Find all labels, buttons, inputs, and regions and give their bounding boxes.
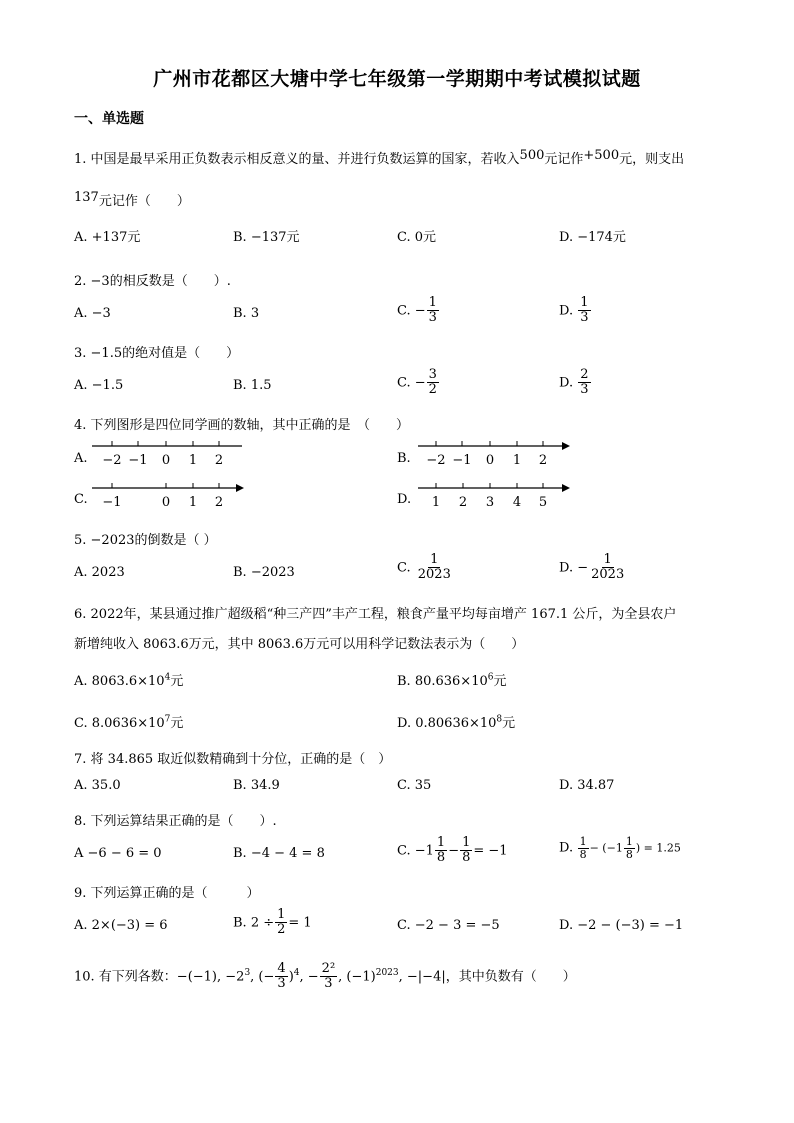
q8-c-frac1 xyxy=(435,836,447,866)
q1-option-a[interactable]: A. +137元 xyxy=(74,230,141,245)
q8-c-n2: 1 xyxy=(462,835,471,850)
q8-option-a[interactable]: A −6 − 6 = 0 xyxy=(74,846,162,861)
arrow-head-icon xyxy=(562,484,570,492)
q6-d-base: D. 0.80636×10 xyxy=(397,716,497,731)
q1-option-b[interactable]: B. −137元 xyxy=(233,230,300,245)
question-6-stem-line1: 6. 2022年，某县通过推广超级稻“种三产四”丰产工程，粮食产量平均每亩增产 167.1 公斤，为全县农户 xyxy=(74,607,677,622)
q10-d2: 3 xyxy=(324,976,333,992)
q5-c-den: 2023 xyxy=(417,567,451,583)
q5-d-den: 2023 xyxy=(591,567,625,583)
q8-d-n2: 1 xyxy=(625,835,633,848)
q8-c-d2: 8 xyxy=(462,850,471,866)
q6-c-base: C. 8.0636×10 xyxy=(74,716,165,731)
axis-tick-label: −2 xyxy=(102,453,122,468)
q10-mid4: , (−1) xyxy=(338,969,376,985)
axis-tick-label: 2 xyxy=(214,453,224,468)
q6-b-unit: 元 xyxy=(493,674,507,689)
q9-b-pre: B. 2 ÷ xyxy=(233,915,275,931)
q6-option-c[interactable] xyxy=(74,712,183,731)
q6-a-exp: 4 xyxy=(164,672,171,683)
q10-mid1: , (− xyxy=(250,969,275,985)
q10-frac2 xyxy=(320,962,337,992)
q1-text-a: 1. 中国是最早采用正负数表示相反意义的量、并进行负数运算的国家，若收入 xyxy=(74,152,520,167)
q10-n1: 4 xyxy=(277,961,286,976)
q6-a-unit: 元 xyxy=(170,674,184,689)
q8-c-n1: 1 xyxy=(436,835,446,850)
q9-b-fraction xyxy=(275,908,287,938)
q9-b-num: 1 xyxy=(277,907,286,922)
q8-d-n1: 1 xyxy=(579,835,587,848)
q3-c-fraction xyxy=(427,368,439,398)
q2-option-c[interactable] xyxy=(397,296,440,326)
q4-a-ticks xyxy=(102,441,223,468)
q1-text-b: 元记作 xyxy=(544,152,584,167)
q9-b-den: 2 xyxy=(277,922,286,938)
q8-d-mid: − (−1 xyxy=(589,841,623,855)
axis-tick-label: 1 xyxy=(431,495,441,510)
q3-option-d[interactable] xyxy=(559,368,592,398)
q7-option-a[interactable]: A. 35.0 xyxy=(74,778,121,793)
q2-c-num: 1 xyxy=(428,295,437,310)
question-3-stem: 3. −1.5的绝对值是（ ） xyxy=(74,346,240,361)
q6-option-d[interactable] xyxy=(397,712,515,731)
q3-d-den: 3 xyxy=(580,382,589,398)
question-7-stem: 7. 将 34.865 取近似数精确到十分位，正确的是（ ） xyxy=(74,752,392,767)
q10-frac1 xyxy=(275,962,287,992)
axis-tick-label: 5 xyxy=(538,495,548,510)
q2-option-d[interactable] xyxy=(559,296,592,326)
q8-d-d1: 8 xyxy=(579,848,587,862)
q8-option-b[interactable]: B. −4 − 4 = 8 xyxy=(233,846,325,861)
q2-c-den: 3 xyxy=(428,310,437,326)
q6-d-exp: 8 xyxy=(496,714,503,725)
q9-option-c[interactable]: C. −2 − 3 = −5 xyxy=(397,918,500,933)
q3-d-label: D. xyxy=(559,375,574,391)
axis-tick-label: −2 xyxy=(426,453,446,468)
q1-option-c[interactable]: C. 0元 xyxy=(397,230,437,245)
q3-d-num: 2 xyxy=(580,367,589,382)
q10-mid3: , − xyxy=(299,969,319,985)
question-2-stem: 2. −3的相反数是（ ）. xyxy=(74,274,231,289)
q8-option-d[interactable] xyxy=(559,836,681,861)
q8-c-pre: C. −1 xyxy=(397,843,434,859)
q8-d-frac2 xyxy=(624,836,635,861)
q7-option-c[interactable]: C. 35 xyxy=(397,778,432,793)
q7-option-d[interactable]: D. 34.87 xyxy=(559,778,615,793)
q6-c-unit: 元 xyxy=(170,716,184,731)
q10-exp1: 3 xyxy=(244,967,251,978)
q10-pre: 10. 有下列各数：−(−1), −2 xyxy=(74,969,245,985)
question-5-stem: 5. −2023的倒数是（ ） xyxy=(74,533,217,548)
q5-d-num: 1 xyxy=(603,552,612,567)
q3-option-c[interactable] xyxy=(397,368,440,398)
q5-c-label: C. xyxy=(397,560,411,576)
q6-c-exp: 7 xyxy=(164,714,171,725)
q10-exp2: 4 xyxy=(293,967,300,978)
q3-option-b[interactable]: B. 1.5 xyxy=(233,378,272,393)
q1-option-d[interactable]: D. −174元 xyxy=(559,230,626,245)
q8-option-c[interactable] xyxy=(397,836,508,866)
axis-tick-label: 2 xyxy=(538,453,548,468)
section-heading: 一、单选题 xyxy=(74,111,144,127)
q2-d-num: 1 xyxy=(580,295,589,310)
axis-tick-label: 0 xyxy=(485,453,495,468)
q6-a-base: A. 8063.6×10 xyxy=(74,674,165,689)
q2-d-den: 3 xyxy=(580,310,589,326)
q4-option-b-label[interactable]: B. xyxy=(397,451,411,466)
q8-c-post: = −1 xyxy=(473,843,508,859)
axis-tick-label: 4 xyxy=(512,495,522,510)
q3-option-a[interactable]: A. −1.5 xyxy=(74,378,124,393)
arrow-head-icon xyxy=(236,484,244,492)
q4-number-line-a xyxy=(90,436,250,472)
q2-d-fraction xyxy=(578,296,590,326)
question-1-stem-line2 xyxy=(74,190,190,209)
exam-title: 广州市花都区大塘中学七年级第一学期期中考试模拟试题 xyxy=(153,68,641,90)
q1-num-plus500: +500 xyxy=(583,148,620,163)
q6-option-b[interactable] xyxy=(397,670,507,689)
question-10-stem xyxy=(74,962,576,992)
q4-option-c-label[interactable]: C. xyxy=(74,492,88,507)
axis-tick-label: 0 xyxy=(161,453,171,468)
q4-option-d-label[interactable]: D. xyxy=(397,492,412,507)
q3-c-num: 3 xyxy=(428,367,437,382)
q5-d-fraction xyxy=(589,553,626,583)
q10-exp3: 2023 xyxy=(375,967,399,978)
q9-option-b[interactable] xyxy=(233,908,312,938)
q3-c-den: 2 xyxy=(428,382,437,398)
axis-tick-label: −1 xyxy=(452,453,472,468)
q9-option-a[interactable]: A. 2×(−3) = 6 xyxy=(74,918,168,933)
q6-option-a[interactable] xyxy=(74,670,183,689)
q8-d-frac1 xyxy=(578,836,589,861)
question-4-stem: 4. 下列图形是四位同学画的数轴，其中正确的是 （ ） xyxy=(74,418,410,433)
q4-number-line-c xyxy=(90,478,250,514)
q3-d-fraction xyxy=(578,368,590,398)
q4-c-ticks xyxy=(102,483,223,510)
q5-c-fraction xyxy=(416,553,453,583)
q1-text-c: 元，则支出 xyxy=(619,152,685,167)
q5-option-a[interactable]: A. 2023 xyxy=(74,565,125,580)
q6-b-exp: 6 xyxy=(487,672,494,683)
q6-b-base: B. 80.636×10 xyxy=(397,674,488,689)
q2-option-b[interactable]: B. 3 xyxy=(233,306,260,321)
q8-d-pre: D. xyxy=(559,840,574,856)
q4-b-ticks xyxy=(426,441,547,468)
q5-option-c[interactable] xyxy=(397,553,454,583)
q5-option-d[interactable] xyxy=(559,553,627,583)
axis-tick-label: 1 xyxy=(512,453,522,468)
q4-d-ticks xyxy=(432,483,547,510)
q10-n2: 2² xyxy=(321,961,336,976)
axis-tick-label: −1 xyxy=(128,453,148,468)
q4-option-a-label[interactable]: A. xyxy=(74,451,88,466)
question-8-stem: 8. 下列运算结果正确的是（ ）. xyxy=(74,814,277,829)
q9-option-d[interactable]: D. −2 − (−3) = −1 xyxy=(559,918,684,933)
axis-tick-label: 1 xyxy=(188,453,198,468)
q2-c-label: C. − xyxy=(397,303,426,319)
axis-tick-label: 2 xyxy=(458,495,468,510)
axis-tick-label: 0 xyxy=(161,495,171,510)
q5-c-num: 1 xyxy=(430,552,439,567)
axis-tick-label: 1 xyxy=(188,495,198,510)
q2-option-a[interactable]: A. −3 xyxy=(74,306,111,321)
q1-text-d: 元记作（ ） xyxy=(98,194,190,209)
q10-mid2: ) xyxy=(288,969,294,985)
q5-option-b[interactable]: B. −2023 xyxy=(233,565,295,580)
q4-number-line-b xyxy=(416,436,576,472)
axis-tick-label: 3 xyxy=(485,495,495,510)
q8-c-d1: 8 xyxy=(436,850,446,866)
axis-tick-label: 2 xyxy=(214,495,224,510)
q1-num-500: 500 xyxy=(519,148,545,163)
q4-number-line-d xyxy=(416,478,576,514)
q7-option-b[interactable]: B. 34.9 xyxy=(233,778,280,793)
q10-post: , −|−4|，其中负数有（ ） xyxy=(398,969,576,985)
q9-b-post: = 1 xyxy=(288,915,312,931)
question-1-stem-line1 xyxy=(74,148,684,167)
q8-d-d2: 8 xyxy=(625,848,633,862)
q8-d-post: ) = 1.25 xyxy=(635,841,681,855)
q1-num-137: 137 xyxy=(74,190,99,205)
question-9-stem: 9. 下列运算正确的是（ ） xyxy=(74,886,260,901)
q5-d-label: D. − xyxy=(559,560,589,576)
q8-c-frac2 xyxy=(460,836,472,866)
q8-c-mid: − xyxy=(448,843,460,859)
axis-tick-label: −1 xyxy=(102,495,122,510)
q3-c-label: C. − xyxy=(397,375,426,391)
q6-d-unit: 元 xyxy=(502,716,516,731)
q2-c-fraction xyxy=(427,296,439,326)
q10-d1: 3 xyxy=(277,976,286,992)
question-6-stem-line2: 新增纯收入 8063.6万元，其中 8063.6万元可以用科学记数法表示为（ ） xyxy=(74,637,525,652)
arrow-head-icon xyxy=(562,442,570,450)
q2-d-label: D. xyxy=(559,303,574,319)
